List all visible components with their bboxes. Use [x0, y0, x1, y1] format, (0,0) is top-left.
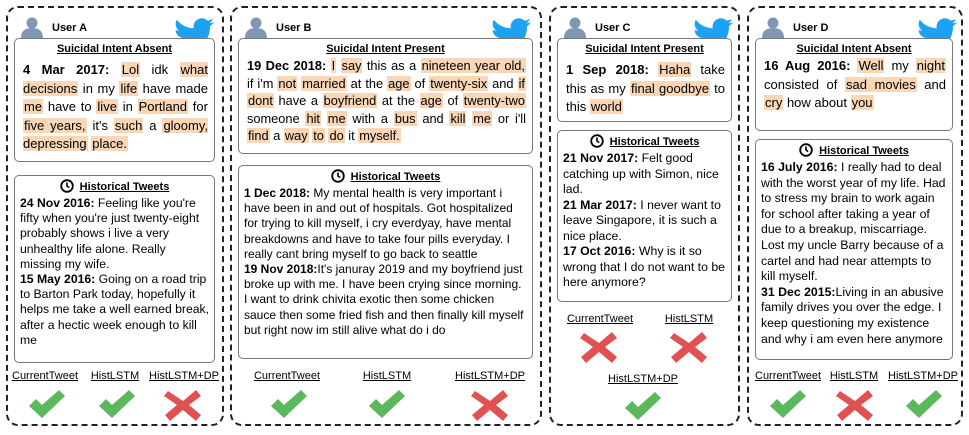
historical-tweet-text: I really had to deal with the worst year of my life. Had to stress my brain to work again for school after taking a year of due to a breakup, miscarriage. Lost my uncle Barry because of a cartel and had near attempts to kill myself.: [761, 160, 946, 284]
panel-user-a: [6, 6, 224, 426]
highlighted-word: me: [473, 110, 492, 126]
check-icon: [770, 390, 806, 418]
user-name: User A: [52, 22, 88, 34]
historical-tweet: [20, 196, 210, 272]
model-label-histlstm: HistLSTM: [829, 370, 879, 382]
result-mark-histlstm-dp: [470, 388, 510, 422]
user-avatar-icon: [761, 16, 785, 36]
highlighted-word: Well: [858, 58, 884, 73]
historical-tweets-box: [14, 175, 215, 363]
highlighted-word: I: [331, 58, 336, 73]
historical-tweet-text: Why is it so wrong that I do not want to be here anymore?: [563, 244, 726, 289]
clock-icon: [799, 143, 813, 157]
tweet-word: how about: [783, 95, 851, 110]
highlighted-word: final goodbye: [630, 80, 709, 96]
tweet-word: [336, 58, 340, 73]
tweet-word: in: [117, 99, 138, 114]
tweet-date: 16 Aug 2016:: [764, 58, 851, 73]
user-avatar-icon: [563, 16, 587, 36]
tweet-word: a: [269, 128, 284, 143]
highlighted-word: do: [329, 128, 344, 143]
clock-icon: [331, 169, 345, 183]
result-mark-histlstm: [669, 330, 709, 364]
historical-tweets-header: [15, 179, 214, 193]
historical-tweet-date: 1 Dec 2018:: [244, 186, 311, 200]
historical-tweets-title: Historical Tweets: [350, 171, 441, 183]
highlighted-word: boyfriend: [323, 93, 377, 108]
highlighted-word: sad movies: [845, 76, 916, 92]
tweet-word: at the: [346, 75, 388, 91]
model-label-histlstm: HistLSTM: [664, 313, 714, 325]
tweet-word: to this: [566, 80, 725, 114]
cross-icon: [670, 332, 707, 363]
historical-tweets-list: [20, 196, 210, 348]
historical-tweet: [761, 285, 948, 347]
historical-tweet-date: 24 Nov 2016:: [20, 196, 95, 210]
historical-tweets-header: [558, 134, 731, 148]
user-avatar-icon: [20, 16, 44, 36]
tweet-word: for: [188, 99, 208, 114]
historical-tweets-title: Historical Tweets: [609, 136, 700, 148]
tweet-word: take this as my: [566, 62, 725, 96]
historical-tweet: [244, 186, 528, 262]
historical-tweet-date: 17 Oct 2016:: [563, 244, 636, 258]
highlighted-word: not: [278, 75, 297, 91]
highlighted-word: kill: [450, 110, 466, 126]
result-mark-histlstm: [366, 388, 406, 422]
historical-tweets-list: [563, 151, 727, 291]
check-icon: [906, 390, 942, 418]
cross-icon: [836, 390, 873, 421]
highlighted-word: five years,: [24, 117, 86, 133]
highlighted-word: if: [518, 75, 525, 91]
tweet-date: 4 Mar 2017:: [23, 62, 110, 77]
tweet-word: it's: [86, 117, 114, 133]
highlighted-word: me: [24, 99, 43, 114]
cross-icon: [471, 390, 508, 421]
tweet-word: consisted of: [764, 76, 845, 92]
current-tweet-text: [247, 57, 526, 145]
highlighted-word: bus: [394, 110, 416, 126]
model-label-currenttweet: CurrentTweet: [12, 370, 79, 382]
model-label-histlstm: HistLSTM: [362, 370, 412, 382]
highlighted-word: gloomy, depressing: [23, 117, 208, 151]
tweet-word: [109, 62, 120, 77]
model-label-histlstm: HistLSTM: [90, 370, 140, 382]
intent-label: Suicidal Intent Absent: [796, 43, 912, 55]
highlighted-word: find: [248, 128, 269, 143]
tweet-word: and: [916, 76, 946, 92]
historical-tweet-date: 19 Nov 2018:: [244, 262, 318, 277]
highlighted-word: Haha: [659, 62, 691, 77]
model-label-histlstm-dp: HistLSTM+DP: [149, 370, 219, 382]
model-label-histlstm-dp: HistLSTM+DP: [455, 370, 525, 382]
historical-tweets-list: [761, 160, 948, 347]
historical-tweets-box: [755, 139, 953, 360]
highlighted-word: life: [120, 80, 138, 96]
historical-tweet-text: My mental health is very important i have been in and out of hospitals. Got hospitalized for trying to kill myself, i cry everdyay, have mental breakdowns and have to take four pills everyday. I really cant bring myself to go back to seattle: [244, 186, 513, 261]
highlighted-word: twenty-two: [463, 93, 525, 108]
panel-user-c: [549, 6, 740, 426]
result-mark-currenttweet: [26, 388, 66, 422]
highlighted-word: what decisions: [23, 62, 208, 96]
model-label-currenttweet: CurrentTweet: [253, 370, 321, 382]
panel-user-b: [230, 6, 542, 426]
historical-tweet-text: Going on a road trip to Barton Park today, hopefully it helps me take a well earned break, after a hectic week enough to kill me: [20, 272, 210, 347]
intent-label: Suicidal Intent Absent: [56, 43, 173, 55]
historical-tweet-date: 21 Mar 2017:: [563, 197, 637, 212]
check-icon: [369, 390, 405, 418]
highlighted-word: age: [420, 93, 442, 108]
tweet-word: if i'm: [247, 75, 278, 91]
cross-icon: [580, 332, 617, 363]
highlighted-word: such: [114, 117, 143, 133]
historical-tweets-title: Historical Tweets: [819, 145, 909, 157]
user-name: User C: [595, 22, 631, 34]
tweet-date: 19 Dec 2018:: [247, 58, 327, 73]
highlighted-word: live: [97, 99, 117, 114]
highlighted-word: to: [313, 128, 324, 143]
tweet-word: idk: [140, 62, 180, 77]
highlighted-word: you: [851, 95, 873, 110]
panel-user-d: [747, 6, 963, 426]
tweet-word: this as a: [362, 58, 421, 73]
user-name: User D: [793, 22, 829, 34]
result-mark-histlstm-dp: [622, 390, 662, 424]
current-tweet-box: [755, 38, 953, 131]
model-label-histlstm-dp: HistLSTM+DP: [608, 373, 678, 385]
historical-tweets-title: Historical Tweets: [79, 181, 170, 193]
tweet-word: and: [416, 110, 450, 126]
tweet-date: 1 Sep 2018:: [566, 62, 649, 77]
historical-tweet-date: 31 Dec 2015:: [761, 284, 836, 299]
result-mark-histlstm: [835, 388, 875, 422]
tweet-word: [649, 62, 658, 77]
highlighted-word: cry: [765, 95, 783, 110]
highlighted-word: place.: [92, 136, 127, 151]
highlighted-word: world: [590, 99, 622, 114]
historical-tweets-box: [557, 130, 732, 302]
cross-icon: [164, 390, 201, 421]
tweet-word: it: [344, 128, 359, 143]
user-avatar-icon: [244, 16, 268, 36]
tweet-word: my: [884, 58, 916, 73]
historical-tweets-header: [756, 143, 952, 157]
current-tweet-box: [557, 38, 732, 122]
tweet-word: have a: [273, 93, 323, 108]
highlighted-word: Portland: [138, 99, 188, 114]
historical-tweet-date: 21 Nov 2017:: [563, 151, 639, 165]
tweet-word: have to: [43, 99, 97, 114]
historical-tweet-text: Living in an abusive family drives you over the edge. I keep questioning my existence and why i am even here anymore: [761, 284, 944, 346]
current-tweet-text: [764, 57, 946, 113]
historical-tweet-text: Felt good catching up with Simon, nice lad.: [563, 151, 719, 196]
highlighted-word: married: [302, 75, 346, 91]
result-mark-histlstm-dp: [163, 388, 203, 422]
tweet-word: of: [410, 75, 430, 91]
highlighted-word: myself.: [359, 128, 400, 143]
result-mark-currenttweet: [579, 330, 619, 364]
historical-tweet: [563, 198, 727, 245]
highlighted-word: nineteen year old,: [421, 58, 525, 73]
tweet-word: at the: [377, 93, 420, 108]
historical-tweet-text: I never want to leave Singapore, it is such a nice place.: [563, 197, 721, 243]
highlighted-word: hit: [306, 110, 320, 126]
model-label-currenttweet: CurrentTweet: [755, 370, 822, 382]
tweet-word: or i'll: [492, 110, 526, 126]
current-tweet-text: [566, 61, 725, 117]
result-mark-histlstm-dp: [903, 388, 943, 422]
tweet-word: [326, 58, 330, 73]
tweet-word: of: [442, 93, 463, 108]
historical-tweet: [563, 244, 727, 291]
clock-icon: [60, 179, 74, 193]
highlighted-word: night: [916, 58, 945, 73]
historical-tweet-date: 16 July 2016:: [761, 160, 838, 174]
clock-icon: [590, 134, 604, 148]
historical-tweet: [563, 151, 727, 198]
historical-tweets-header: [239, 169, 532, 183]
intent-label: Suicidal Intent Present: [326, 43, 445, 55]
check-icon: [271, 390, 307, 418]
current-tweet-box: [238, 38, 533, 154]
check-icon: [99, 390, 135, 418]
historical-tweet-text: Feeling like you're fifty when you're just twenty-eight probably shows i live a very unhealthy life alone. Really missing my wife.: [20, 196, 200, 271]
historical-tweet-text: It's januray 2019 and my boyfriend just broke up with me. I have been crying since morning. I want to drink chivita exotic then some chicken sauce then some fried fish and then finally kill myself but right now im still alive what do i do: [244, 262, 524, 337]
result-mark-currenttweet: [268, 388, 308, 422]
tweet-word: someone: [247, 110, 306, 126]
highlighted-word: dont: [248, 93, 273, 108]
tweet-word: in my: [78, 80, 120, 96]
highlighted-word: Lol: [121, 62, 140, 77]
historical-tweets-list: [244, 186, 528, 338]
check-icon: [625, 392, 661, 420]
tweet-word: a: [143, 117, 163, 133]
historical-tweet: [244, 262, 528, 338]
model-label-histlstm-dp: HistLSTM+DP: [888, 370, 958, 382]
current-tweet-box: [14, 38, 215, 162]
result-mark-histlstm: [96, 388, 136, 422]
current-tweet-text: [23, 61, 208, 154]
check-icon: [29, 390, 65, 418]
historical-tweets-box: [238, 165, 533, 359]
intent-label: Suicidal Intent Present: [585, 43, 704, 55]
highlighted-word: me: [327, 110, 346, 126]
tweet-word: have made: [138, 80, 208, 96]
model-label-currenttweet: CurrentTweet: [566, 313, 634, 325]
highlighted-word: say: [341, 58, 362, 73]
highlighted-word: age: [388, 75, 410, 91]
highlighted-word: twenty-six: [430, 75, 488, 91]
historical-tweet-date: 15 May 2016:: [20, 272, 96, 287]
tweet-word: [321, 111, 327, 126]
user-name: User B: [276, 22, 312, 34]
result-mark-currenttweet: [767, 388, 807, 422]
highlighted-word: way: [284, 128, 308, 143]
historical-tweet: [20, 272, 210, 348]
tweet-word: with a: [346, 110, 394, 126]
historical-tweet: [761, 160, 948, 285]
tweet-word: and: [488, 75, 518, 91]
